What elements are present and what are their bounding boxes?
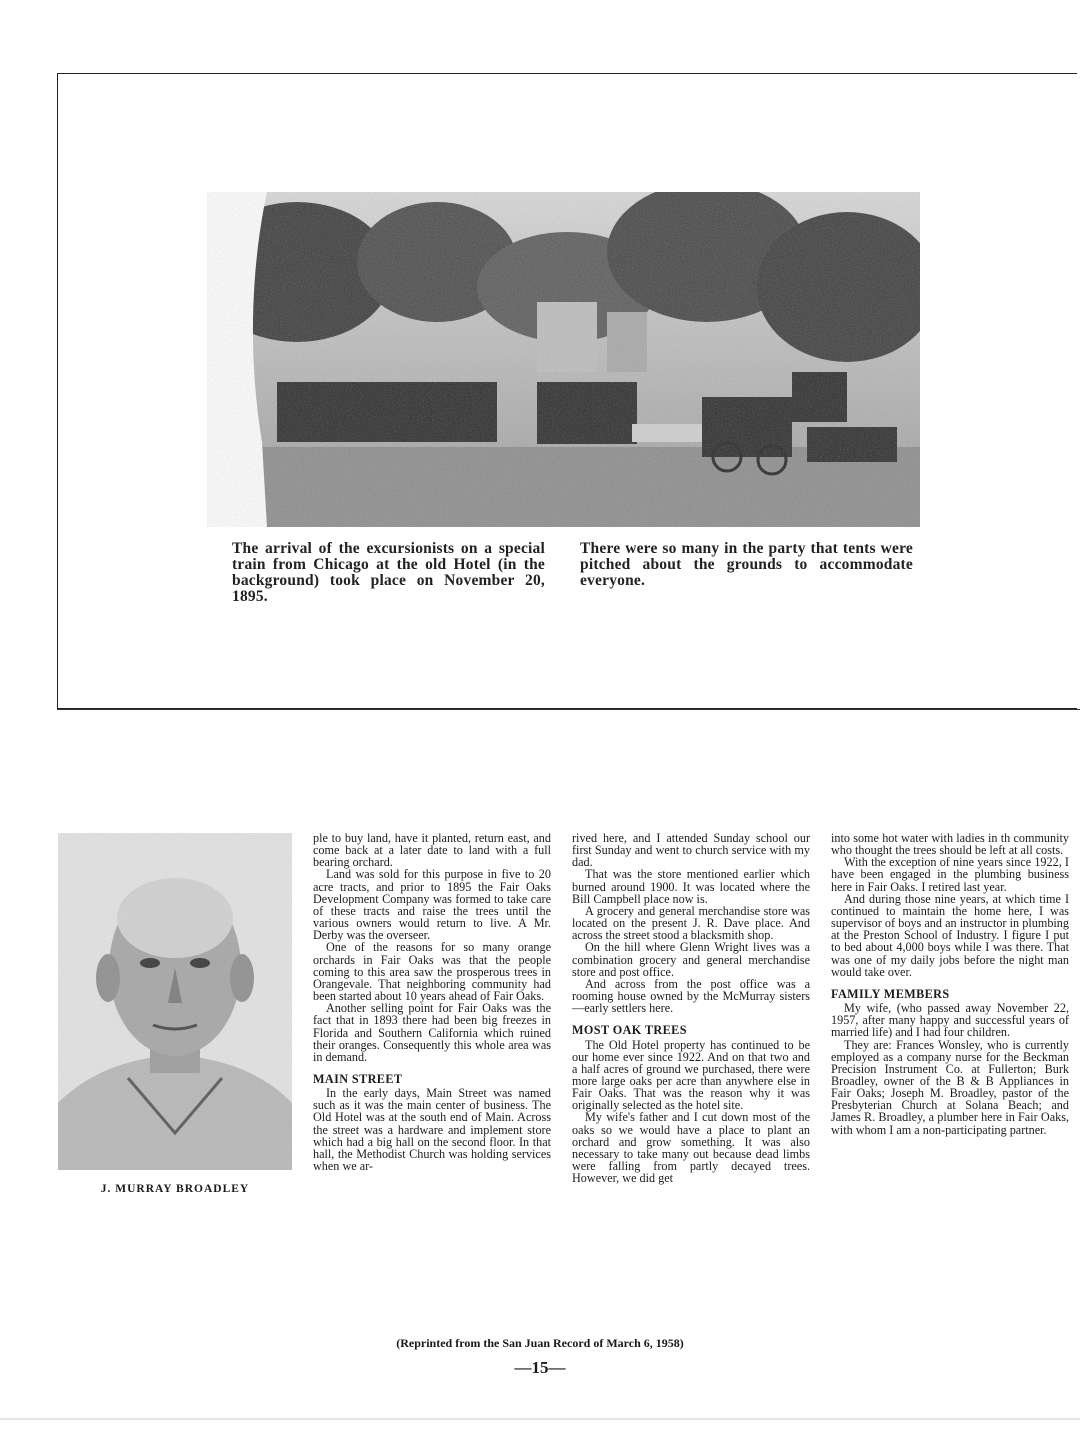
paragraph: into some hot water with ladies in th community who thought the trees should be left at all costs. (831, 831, 1069, 858)
paragraph: On the hill where Glenn Wright lives was a combination grocery and general merchandise store and post office. (572, 940, 810, 979)
paragraph: A grocery and general merchandise store was located on the present J. R. Dave place. And across the street stood a blacksmith shop. (572, 903, 810, 943)
article-column-2 (572, 832, 810, 1184)
paragraph: rived here, and I attended Sunday school our first Sunday and went to church service with my dad. (572, 831, 810, 870)
section-heading: MOST OAK TREES (572, 1023, 687, 1038)
paragraph: Land was sold for this purpose in five to 20 acre tracts, and prior to 1895 the Fair Oaks Development Company was formed to take care of these tracts and raise the trees until the various owners would return to live. A Mr. Derby was the overseer. (313, 867, 551, 943)
portrait-photo (58, 833, 292, 1170)
paragraph: And across from the post office was a rooming house owned by the McMurray sisters—early settlers here. (572, 976, 810, 1016)
section-heading: MAIN STREET (313, 1071, 403, 1086)
paragraph: My wife's father and I cut down most of the oaks so we would have a place to plant an orchard and grow something. It was also necessary to take many out because dead limbs were falling from partly decayed trees. However, we did get (572, 1110, 810, 1186)
excursionists-photo (207, 192, 920, 527)
reprint-credit: (Reprinted from the San Juan Record of March 6, 1958) (396, 1336, 684, 1350)
portrait-caption: J. MURRAY BROADLEY (100, 1183, 250, 1195)
photo-caption-right: There were so many in the party that tents were pitched about the grounds to accommodate everyone. (580, 540, 913, 589)
paragraph: One of the reasons for so many orange orchards in Fair Oaks was that the people coming to this area saw the prosperous trees in Orangevale. That neighboring community had been started about 10 years ahead of Fair Oaks. (313, 940, 551, 1004)
paragraph: Another selling point for Fair Oaks was the fact that in 1893 there had been big freezes in Florida and Southern California which ruined their oranges. Consequently this whole area was in demand. (313, 1001, 551, 1064)
paragraph: The Old Hotel property has continued to be our home ever since 1922. And on that two and a half acres of ground we purchased, there were more large oaks per acre than anywhere else in Fair Oaks. That was the reason why it was originally selected as the hotel site. (572, 1037, 810, 1113)
paragraph: And during those nine years, at which time I continued to maintain the home here, I was supervisor of boys and an instructor in plumbing at the Preston School of Industry. I figure I put to bed about 4,000 boys while I was there. That was one of my daily jobs before the night man would take over. (831, 891, 1069, 979)
article-column-3 (831, 832, 1069, 1136)
paragraph: With the exception of nine years since 1922, I have been engaged in the plumbing business here in Fair Oaks. I retired last year. (831, 855, 1069, 894)
photo-caption-left: The arrival of the excursionists on a special train from Chicago at the old Hotel (in the background) took place on November 20, 1895. (232, 540, 545, 605)
page-number: —15— (514, 1358, 566, 1377)
paragraph: In the early days, Main Street was named such as it was the main center of business. The Old Hotel was at the south end of Main. Across the street was a hardware and implement store which had a big hall on the second floor. In that hall, the Methodist Church was holding services when we ar- (313, 1086, 551, 1174)
frame-divider (57, 709, 1080, 710)
paragraph: They are: Frances Wonsley, who is currently employed as a company nurse for the Beckman Precision Instrument Co. at Fullerton; Burk Broadley, owner of the B & B Appliances in Fair Oaks; Joseph M. Broadley, pastor of the Presbyterian Church at Solana Beach; and James R. Broadley, a plumber here in Fair Oaks, with whom I am a non-participating partner. (831, 1037, 1069, 1137)
scan-edge (0, 1418, 1080, 1420)
section-heading: FAMILY MEMBERS (831, 986, 950, 1001)
paragraph: My wife, (who passed away November 22, 1957, after many happy and successful years of married life) and I had four children. (831, 1001, 1069, 1040)
article-column-1 (313, 832, 551, 1172)
paragraph: ple to buy land, have it planted, return east, and come back at a later date to land with a full bearing orchard. (313, 831, 551, 870)
paragraph: That was the store mentioned earlier which burned around 1900. It was located where the Bill Campbell place now is. (572, 867, 810, 906)
